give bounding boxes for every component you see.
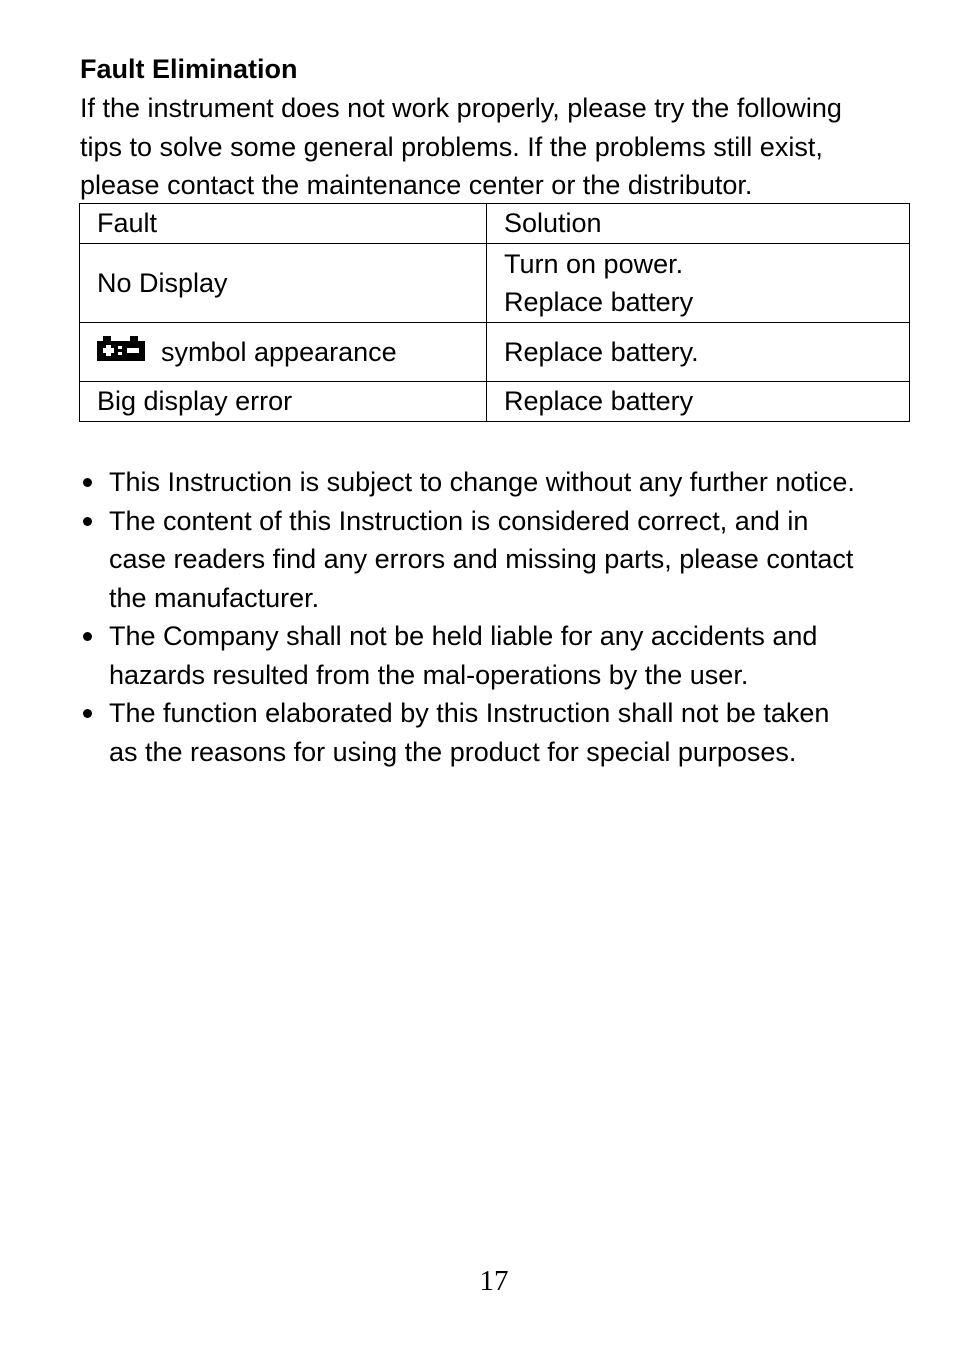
note-line: The content of this Instruction is considered correct, and in xyxy=(109,505,809,536)
notes-list xyxy=(80,463,920,771)
list-item xyxy=(80,694,920,771)
fault-table xyxy=(79,203,910,422)
page-number: 17 xyxy=(479,1265,509,1297)
solution-line: Replace battery xyxy=(504,287,694,317)
fault-cell: No Display xyxy=(80,244,487,323)
intro-line: If the instrument does not work properly, please try the following xyxy=(80,93,842,123)
list-item xyxy=(80,617,920,694)
table-row xyxy=(80,382,910,422)
note-line: as the reasons for using the product for special purposes. xyxy=(109,736,797,767)
note-line: The Company shall not be held liable for any accidents and xyxy=(109,621,818,651)
solution-cell xyxy=(487,244,910,323)
fault-cell: Big display error xyxy=(80,382,487,422)
table-row xyxy=(80,323,910,382)
header-solution: Solution xyxy=(487,204,910,244)
fault-cell xyxy=(80,323,487,382)
list-item xyxy=(80,463,920,502)
note-line: hazards resulted from the mal-operations by the user. xyxy=(109,659,749,690)
intro-line: tips to solve some general problems. If the problems still exist, xyxy=(80,131,823,162)
bullet-icon xyxy=(83,709,92,718)
table-row xyxy=(80,244,910,323)
note-line: The function elaborated by this Instruction shall not be taken xyxy=(109,698,830,728)
fault-text: symbol appearance xyxy=(161,336,397,367)
note-line: the manufacturer. xyxy=(109,582,320,613)
list-item xyxy=(80,502,920,618)
low-battery-icon xyxy=(97,336,145,362)
table-header-row xyxy=(80,204,910,244)
intro-line: please contact the maintenance center or the distributor. xyxy=(80,170,753,200)
solution-cell: Replace battery xyxy=(487,382,910,422)
intro-paragraph xyxy=(80,89,920,205)
section-heading: Fault Elimination xyxy=(80,54,298,84)
note-line: case readers find any errors and missing parts, please contact xyxy=(109,544,854,574)
header-fault: Fault xyxy=(80,204,487,244)
bullet-icon xyxy=(83,517,92,526)
bullet-icon xyxy=(83,632,92,641)
solution-cell: Replace battery. xyxy=(487,323,910,382)
note-line: This Instruction is subject to change without any further notice. xyxy=(109,467,855,497)
solution-line: Turn on power. xyxy=(504,248,684,279)
bullet-icon xyxy=(83,478,92,487)
